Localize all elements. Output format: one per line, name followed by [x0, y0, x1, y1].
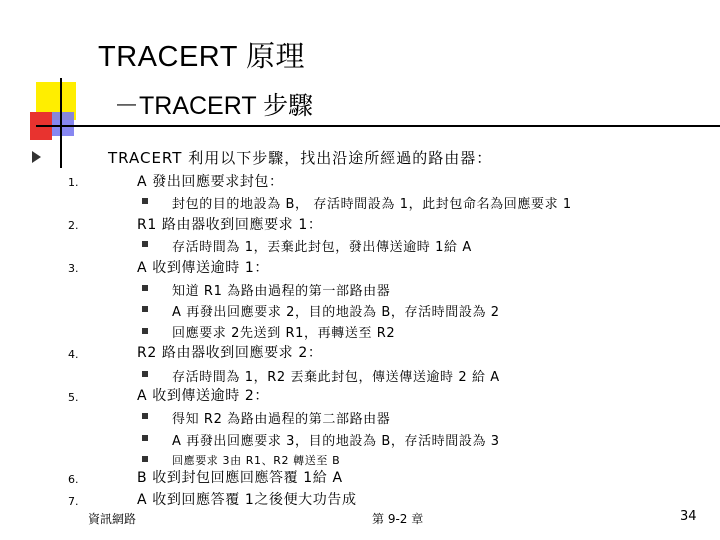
square-bullet-icon [142, 306, 148, 312]
step-text: A 發出回應要求封包： [137, 174, 284, 190]
step-text: A 收到傳送逾時 1： [137, 260, 269, 276]
slide-subtitle: －TRACERT 步驟 [114, 92, 314, 120]
step-text: R2 路由器收到回應要求 2： [137, 345, 323, 361]
step-number: 6. [68, 473, 79, 486]
arrow-bullet-icon [32, 151, 41, 163]
step-number: 7. [68, 495, 79, 508]
sub-item-text: 回應要求 3由 R1、R2 轉送至 B [172, 454, 341, 467]
sub-item-text: 回應要求 2先送到 R1，再轉送至 R2 [172, 326, 396, 341]
footer-chapter: 第 9-2 章 [372, 512, 424, 526]
step-text: R1 路由器收到回應要求 1： [137, 217, 323, 233]
step-text: A 收到傳送逾時 2： [137, 388, 269, 404]
intro-text: TRACERT 利用以下步驟，找出沿途所經過的路由器： [108, 149, 493, 167]
square-bullet-icon [142, 198, 148, 204]
square-bullet-icon [142, 285, 148, 291]
square-bullet-icon [142, 413, 148, 419]
sub-item-text: 封包的目的地設為 B， 存活時間設為 1，此封包命名為回應要求 1 [172, 197, 572, 212]
square-bullet-icon [142, 456, 148, 462]
step-number: 4. [68, 348, 79, 361]
page-number: 34 [680, 509, 697, 524]
slide-title: TRACERT 原理 [98, 41, 305, 73]
decor-horizontal-line [36, 125, 720, 127]
sub-item-text: 得知 R2 為路由過程的第二部路由器 [172, 412, 391, 427]
square-bullet-icon [142, 241, 148, 247]
sub-item-text: A 再發出回應要求 2，目的地設為 B，存活時間設為 2 [172, 305, 500, 320]
step-text: A 收到回應答覆 1之後便大功告成 [137, 492, 357, 508]
step-number: 5. [68, 391, 79, 404]
sub-item-text: 存活時間為 1，R2 丟棄此封包，傳送傳送逾時 2 給 A [172, 370, 500, 385]
sub-item-text: 存活時間為 1，丟棄此封包，發出傳送逾時 1給 A [172, 240, 472, 255]
decor-vertical-line [60, 78, 62, 168]
sub-item-text: A 再發出回應要求 3，目的地設為 B，存活時間設為 3 [172, 434, 500, 449]
step-text: B 收到封包回應回應答覆 1給 A [137, 470, 343, 486]
square-bullet-icon [142, 328, 148, 334]
step-number: 1. [68, 176, 79, 189]
step-number: 2. [68, 219, 79, 232]
square-bullet-icon [142, 371, 148, 377]
square-bullet-icon [142, 435, 148, 441]
footer-course-name: 資訊網路 [88, 512, 137, 526]
step-number: 3. [68, 262, 79, 275]
sub-item-text: 知道 R1 為路由過程的第一部路由器 [172, 284, 391, 299]
